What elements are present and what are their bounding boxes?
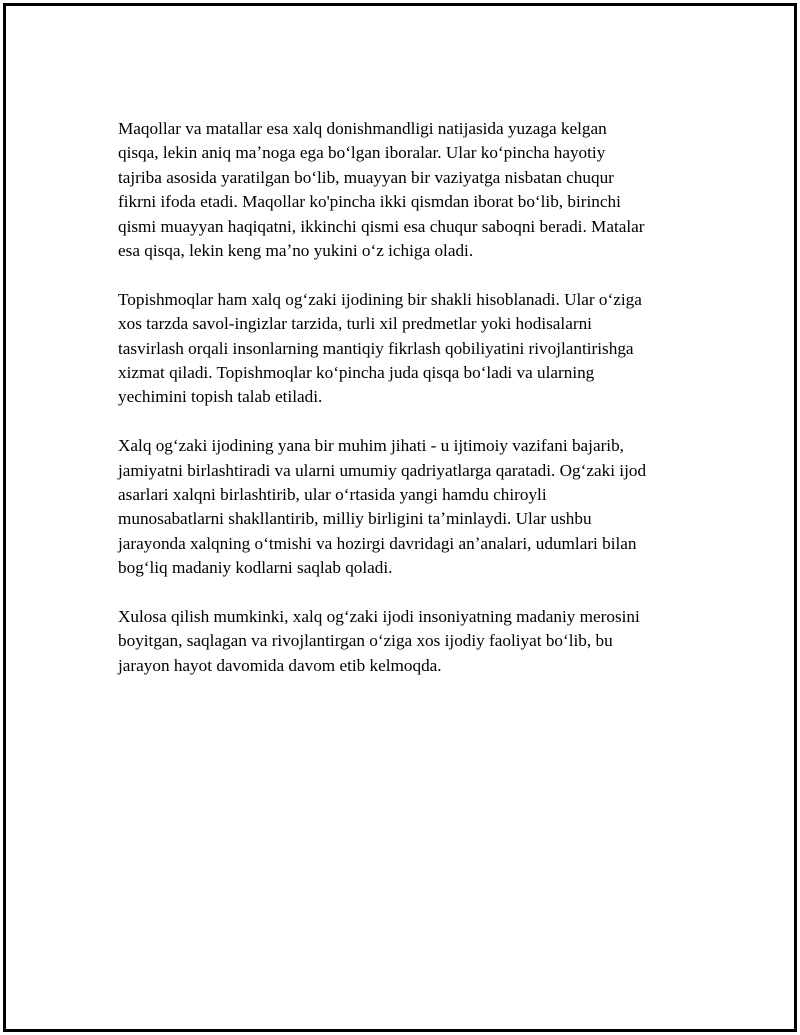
- text-line: fikrni ifoda etadi. Maqollar ko'pincha ikki qismdan iborat boʻlib, birinchi: [118, 192, 621, 212]
- text-line: jamiyatni birlashtiradi va ularni umumiy qadriyatlarga qaratadi. Ogʻzaki ijod: [118, 460, 647, 480]
- text-line: bogʻliq madaniy kodlarni saqlab qoladi.: [118, 558, 393, 578]
- text-line: jarayonda xalqning oʻtmishi va hozirgi davridagi anʼanalari, udumlari bilan: [118, 533, 637, 553]
- text-line: Maqollar va matallar esa xalq donishmandligi natijasida yuzaga kelgan: [118, 119, 607, 138]
- text-line: asarlari xalqni birlashtirib, ular oʻrtasida yangi hamdu chiroyli: [118, 485, 547, 505]
- paragraph-xulosa: [118, 605, 693, 678]
- paragraph-ijtimoiy-vazifa: [118, 434, 693, 580]
- text-line: qisqa, lekin aniq maʼnoga ega boʻlgan iboralar. Ular koʻpincha hayotiy: [118, 143, 606, 163]
- text-line: xos tarzda savol-ingizlar tarzida, turli xil predmetlar yoki hodisalarni: [118, 314, 592, 334]
- text-line: Xulosa qilish mumkinki, xalq ogʻzaki ijodi insoniyatning madaniy merosini: [118, 607, 640, 627]
- text-line: Xalq ogʻzaki ijodining yana bir muhim jihati - u ijtimoiy vazifani bajarib,: [118, 436, 624, 456]
- text-line: tasvirlash orqali insonlarning mantiqiy fikrlash qobiliyatini rivojlantirishga: [118, 338, 634, 358]
- text-line: Topishmoqlar ham xalq ogʻzaki ijodining bir shakli hisoblanadi. Ular oʻziga: [118, 289, 642, 309]
- text-line: xizmat qiladi. Topishmoqlar koʻpincha juda qisqa boʻladi va ularning: [118, 363, 595, 383]
- text-line: tajriba asosida yaratilgan boʻlib, muayyan bir vaziyatga nisbatan chuqur: [118, 167, 614, 187]
- text-line: jarayon hayot davomida davom etib kelmoqda.: [118, 655, 442, 675]
- text-line: qismi muayyan haqiqatni, ikkinchi qismi esa chuqur saboqni beradi. Matalar: [118, 216, 645, 236]
- text-line: munosabatlarni shakllantirib, milliy birligini taʼminlaydi. Ular ushbu: [118, 509, 592, 529]
- text-line: esa qisqa, lekin keng maʼno yukini oʻz ichiga oladi.: [118, 241, 474, 261]
- document-body: [118, 117, 693, 703]
- paragraph-maqollar: [118, 117, 693, 263]
- text-line: boyitgan, saqlagan va rivojlantirgan oʻziga xos ijodiy faoliyat boʻlib, bu: [118, 631, 613, 651]
- text-line: yechimini topish talab etiladi.: [118, 387, 323, 407]
- paragraph-topishmoqlar: [118, 288, 693, 410]
